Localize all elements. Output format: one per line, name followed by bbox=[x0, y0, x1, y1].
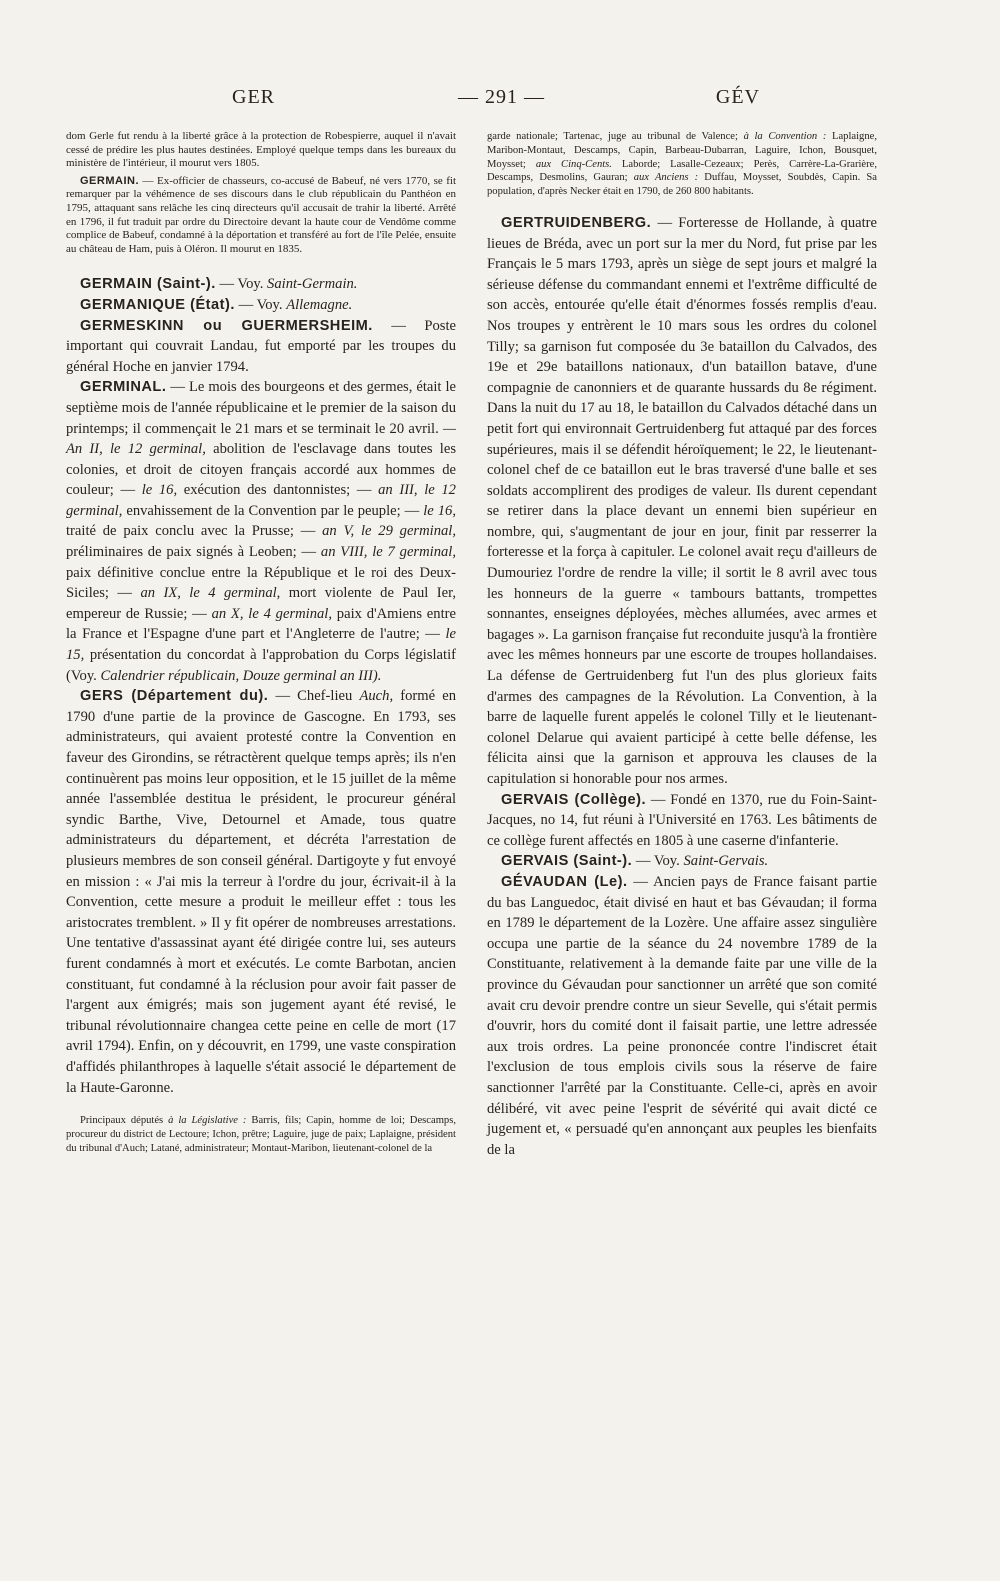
entry-text: traité de paix conclu avec la Prusse; — bbox=[66, 523, 316, 540]
headword: GERMESKINN ou GUERMERSHEIM. bbox=[80, 317, 373, 334]
note-italic: aux Anciens : bbox=[633, 172, 699, 184]
entry-gevaudan bbox=[487, 872, 877, 1160]
deputies-note bbox=[66, 1114, 456, 1155]
left-column bbox=[66, 130, 456, 1159]
note-italic: aux Cinq-Cents. bbox=[535, 158, 612, 170]
entry-text: — Ex-officier de chasseurs, co-accusé de Babeuf, né vers 1770, se fit remarquer par la véhémence de ses discours dans le club républicain du Panthéon en 1795, attaquant sans relâche les cinq directeurs qu'il accusait de trahir la liberté. Arrêté en 1796, il fut traduit par ordre du Directoire devant la haute cour de Vendôme comme complice de Babeuf, condamné à la déportation et transféré au fort de l'île Pelée, ensuite au château de Ham, puis à Oléron. Il mourut en 1835. bbox=[66, 174, 457, 255]
entry-text: — Chef-lieu bbox=[275, 688, 353, 705]
date-ref: le 15, bbox=[66, 626, 456, 664]
entry-gertruidenberg bbox=[487, 213, 877, 790]
entry-text: exécution des dantonnistes; — bbox=[183, 482, 372, 499]
entry-text: — Le mois des bourgeons et des germes, était le septième mois de l'année républicaine et le premier de la saison du printemps; il commençait le 21 mars et se terminait le 20 avril. bbox=[66, 379, 456, 437]
note-text: Principaux députés bbox=[80, 1115, 164, 1127]
headword: GERVAIS (Saint-). bbox=[501, 853, 633, 870]
entry-text: — Forteresse de Hollande, à quatre lieues de Bréda, avec un port sur la mer du Nord, fut prise par les Français le 5 mars 1793, après un siège de sept jours et malgré la sérieuse défense du commandant ennemi et l'extrême difficulté de son accès, entourée qu'elle était d'énormes fossés remplis d'eau. Nos troupes y entrèrent le 10 mars sous les ordres du colonel Tilly; sa garnison fut composée du 3e bataillon du Calvados, des 19e et 29e bataillons nationaux, d'un bataillon batave, d'une compagnie de canonniers et de quarante hussards du 8e régiment. Dans la nuit du 17 au 18, le bataillon du Calvados détaché dans un petit fort qui environnait Gertruidenberg fut attaqué par des forces supérieures, mais il se défendit héroïquement; le 22, le lieutenant-colonel chef de ce bataillon eut le bras traversé d'une balle et ses soldats accomplirent des prodiges de valeur. Ils durent cependant se retirer dans la place devant un ennemi bien supérieur en nombre, qui, s'augmentant de jour en jour, finit par resserrer la forteresse et la força à capituler. Le colonel avait reçu d'ailleurs de Dumouriez l'ordre de rendre la ville; il sortit le 8 avril avec tous les honneurs de la guerre « tambours battants, trompettes sonnantes, enseignes déployées, mèches allumées, avec armes et bagages ». La garnison française fut reconduite jusqu'à la frontière avec les mêmes honneurs par une escorte de troupes hollandaises. La défense de Gertruidenberg fut l'un des plus glorieux faits d'armes des campagnes de la Révolution. La Convention, à la barre de laquelle furent appelés le colonel Tilly et le lieutenant-colonel Delarue qui avaient participé à cette belle défense, les félicita ainsi que la garnison et approuva les clauses de la capitulation si honorable pour nos armes. bbox=[487, 214, 877, 788]
gerle-continuation: dom Gerle fut rendu à la liberté grâce à la protection de Robespierre, auquel il n'avait cessé de prédire les plus hautes destinées. Employé quelque temps dans les bureaux du ministère de l'intérieur, il mourut vers 1805. bbox=[66, 130, 456, 170]
note-text: Laborde; Lasalle-Cezeaux; Perès, Carrère-La-Grarière, Descamps, Desmolins, Gauran; bbox=[487, 158, 878, 184]
cross-reference: Saint-Germain. bbox=[267, 276, 358, 293]
cross-reference: Saint-Gervais. bbox=[683, 853, 769, 870]
page-header bbox=[60, 86, 940, 116]
entry-text: paix d'Amiens entre la France et l'Espagne d'une part et l'Angleterre de l'autre; — bbox=[66, 605, 456, 643]
note-text: garde nationale; Tartenac, juge au tribunal de Valence; bbox=[487, 131, 738, 142]
note-text: Barris, fils; Capin, homme de loi; Descamps, procureur du district de Lectoure; Ichon, prêtre; Laguire, juge de paix; Laplaigne, président du tribunal d'Auch; Latané, administrateur; Montaut-Maribon, lieutenant-colonel de la bbox=[66, 1115, 456, 1154]
note-text: Laplaigne, Maribon-Montaut, Descamps, Capin, Barbeau-Dubarran, Laguire, Ichon, Bousquet, Moysset; bbox=[487, 131, 878, 170]
entry-text: préliminaires de paix signés à Leoben; — bbox=[66, 544, 317, 561]
entry-gervais-saint bbox=[487, 851, 877, 872]
entry-germanique bbox=[66, 295, 456, 316]
date-ref: an X, le 4 germinal, bbox=[211, 605, 333, 622]
note-italic: à la Législative : bbox=[168, 1115, 247, 1127]
note-text: Duffau, Moysset, Soubdès, Capin. Sa population, d'après Necker était en 1790, de 260 800 habitants. bbox=[487, 172, 877, 198]
date-ref: le 16, bbox=[423, 502, 456, 519]
page-number: — 291 — bbox=[458, 86, 545, 108]
entry-germeskinn bbox=[66, 316, 456, 378]
entry-germain bbox=[66, 175, 456, 257]
date-ref: an III, le 12 germinal, bbox=[66, 482, 456, 519]
headword: GERTRUIDENBERG. bbox=[501, 214, 652, 231]
cross-reference: Calendrier républicain, Douze germinal an III). bbox=[100, 667, 382, 684]
headword: GERS (Département du). bbox=[80, 688, 269, 705]
entry-text: envahissement de la Convention par le peuple; — bbox=[126, 502, 420, 519]
entry-text: mort violente de Paul Ier, empereur de Russie; — bbox=[66, 585, 457, 622]
headword: GERMAIN (Saint-). bbox=[80, 276, 216, 293]
date-ref: an IX, le 4 germinal, bbox=[140, 585, 281, 602]
date-ref: — An II, le 12 germinal, bbox=[66, 420, 456, 458]
entry-gervais-college bbox=[487, 790, 877, 852]
headword: GÉVAUDAN (Le). bbox=[501, 873, 628, 890]
entry-text: — Voy. bbox=[238, 296, 283, 313]
deputies-note-continued bbox=[487, 130, 877, 199]
header-right-guide-word: GÉV bbox=[715, 86, 760, 108]
headword: GERMINAL. bbox=[80, 379, 167, 396]
entry-germinal bbox=[66, 377, 456, 686]
date-ref: le 16, bbox=[141, 482, 178, 499]
entry-text: paix définitive conclue entre la République et le roi des Deux-Siciles; — bbox=[66, 564, 456, 602]
entry-text: — Ancien pays de France faisant partie du bas Languedoc, était divisé en haut et bas Gévaudan; il forma en 1789 le département de la Lozère. Une affaire assez singulière occupa une partie de la séance du 24 novembre 1789 de la Constituante, relativement à la demande faite par une ville de la province du Gévaudan pour sanctionner un arrêté que son comité avait cru devoir prendre contre un sieur Sevelle, qui s'était permis d'ouvrir, hors du comité dont il faisait partie, une lettre adressée aux trois ordres. La peine prononcée contre l'indiscret était l'exclusion de tous emplois civils sous la réserve de faire sanctionner l'arrêté par la Constituante. Celle-ci, après en avoir délibéré, vit avec peine l'esprit de sévérité qui avait dicté ce jugement et, « persuadé qu'en annonçant aux peuples les bienfaits de la bbox=[487, 873, 877, 1158]
entry-text: — Poste important qui couvrait Landau, fut emporté par les troupes du général Hoche en janvier 1794. bbox=[66, 317, 456, 375]
date-ref: an VIII, le 7 germinal, bbox=[320, 544, 457, 561]
entry-text: — Voy. bbox=[635, 853, 680, 870]
entry-gers bbox=[66, 686, 456, 1098]
entry-text: formé en 1790 d'une partie de la province de Gascogne. En 1793, ses administrateurs, qui avaient protesté contre la Convention en faveur des Girondins, se rétractèrent quelque temps après; ils n'en continuèrent pas moins leur opposition, et le 15 juillet de la même année l'assemblée destitua le président, le procureur général syndic Barthe, Vive, Detournel et Amade, tous quatre administrateurs du département, et décréta l'arrestation de plusieurs membres de son conseil général. Dartigoyte y fut envoyé en mission : « J'ai mis la terreur à l'ordre du jour, écrivait-il à la Convention, cette mesure a produit le meilleur effet : tous les aristocrates tremblent. » Il y fit opérer de nombreuses arrestations. Une tentative d'assassinat ayant été dirigée contre lui, ses auteurs furent condamnés à mort et exécutés. Le comte Barbotan, ancien constituant, fut condamné à la réclusion pour avoir fait passer de l'argent aux émigrés; mais son jugement ayant été revisé, le tribunal révolutionnaire changea cette peine en celle de mort (17 avril 1794). Enfin, on y découvrit, en 1799, une vaste conspiration d'affidés philanthropes à laquelle s'était associé le département de la Haute-Garonne. bbox=[66, 688, 457, 1096]
headword: GERMAIN. bbox=[80, 174, 139, 187]
date-ref: an V, le 29 germinal, bbox=[322, 523, 456, 540]
right-column bbox=[487, 130, 877, 1160]
entry-text: présentation du concordat à l'approbation du Corps législatif (Voy. bbox=[66, 647, 456, 684]
entry-germain-saint bbox=[66, 274, 456, 295]
entry-text: — Voy. bbox=[219, 276, 264, 293]
place-name: Auch, bbox=[359, 688, 394, 705]
cross-reference: Allemagne. bbox=[286, 296, 353, 313]
headword: GERMANIQUE (État). bbox=[80, 296, 235, 313]
note-italic: à la Convention : bbox=[743, 131, 827, 142]
entry-text: abolition de l'esclavage dans toutes les colonies, et droit de citoyen français accordé aux hommes de couleur; — bbox=[66, 441, 456, 499]
headword: GERVAIS (Collège). bbox=[501, 791, 647, 808]
entry-text: — Fondé en 1370, rue du Foin-Saint-Jacques, no 14, fut réuni à l'Université en 1763. Les bâtiments de ce collège furent affectés en 1805 à une caserne d'infanterie. bbox=[487, 791, 877, 849]
header-left-guide-word: GER bbox=[232, 86, 275, 108]
